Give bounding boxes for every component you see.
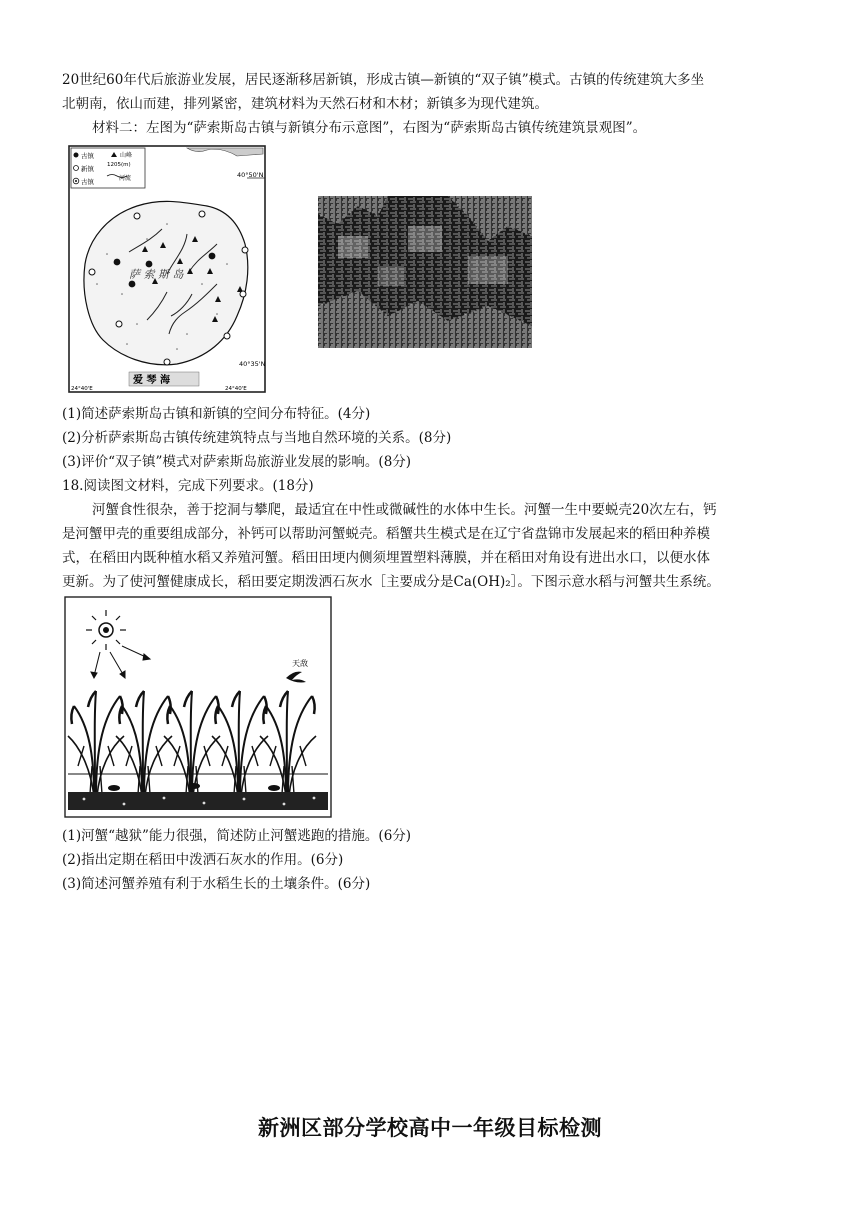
sun-icon <box>86 610 126 650</box>
legend-town: 古镇 <box>81 178 94 186</box>
legend-new-town: 新镇 <box>81 165 94 173</box>
legend-old-town: 古镇 <box>81 152 94 160</box>
legend-mountain: 山峰 <box>120 152 133 159</box>
q18-material-line-2: 是河蟹甲壳的重要组成部分，补钙可以帮助河蟹蜕壳。稻蟹共生模式是在辽宁省盘锦市发展起来的稻田种养模 <box>62 526 710 542</box>
new-town-marker <box>134 213 140 219</box>
q18-part-2: (2)指出定期在稻田中泼洒石灰水的作用。(6分) <box>62 852 344 868</box>
old-town-marker <box>129 281 136 288</box>
q18-material-line-3: 式，在稻田内既种植水稻又养殖河蟹。稻田田埂内侧须埋置塑料薄膜，并在稻田对角设有进出水口，以便水体 <box>62 550 710 566</box>
new-town-marker <box>164 359 170 365</box>
q18-material-line-4: 更新。为了使河蟹健康成长，稻田要定期泼洒石灰水［主要成分是Ca(OH)₂］。下图示意水稻与河蟹共生系统。 <box>62 574 720 590</box>
new-town-marker <box>199 211 205 217</box>
paragraph-line-2: 北朝南，依山而建，排列紧密，建筑材料为天然石材和木材；新镇多为现代建筑。 <box>62 96 548 112</box>
new-town-marker <box>224 333 230 339</box>
natural-enemy-label: 天敌 <box>292 659 308 668</box>
q18-part-1: (1)河蟹“越狱”能力很强，简述防止河蟹逃跑的措施。(6分) <box>62 828 412 844</box>
old-town-marker <box>209 253 216 260</box>
q18-part-3: (3)简述河蟹养殖有利于水稻生长的土壤条件。(6分) <box>62 876 371 892</box>
island-label: 萨 索 斯 岛 <box>129 268 184 281</box>
sasos-island-map <box>67 144 267 394</box>
new-town-marker <box>242 247 248 253</box>
latitude-top: 40°50'N <box>237 171 264 179</box>
old-town-legend-icon <box>74 153 79 158</box>
legend-elevation: 1205(m) <box>107 162 131 168</box>
q17-part-1: (1)简述萨索斯岛古镇和新镇的空间分布特征。(4分) <box>62 406 371 422</box>
paragraph-line-1: 20世纪60年代后旅游业发展，居民逐渐移居新镇，形成古镇—新镇的“双子镇”模式。古镇的传统建筑大多坐 <box>62 72 705 88</box>
new-town-legend-icon <box>74 166 79 171</box>
new-town-marker <box>89 269 95 275</box>
new-town-marker <box>116 321 122 327</box>
exam-title: 新洲区部分学校高中一年级目标检测 <box>258 1116 602 1140</box>
traditional-building-photo <box>318 196 532 348</box>
q18-material-line-1: 河蟹食性很杂，善于挖洞与攀爬，最适宜在中性或微碱性的水体中生长。河蟹一生中要蜕壳20次左右，钙 <box>92 502 717 518</box>
town-legend-icon <box>75 180 77 182</box>
old-town-marker <box>146 261 153 268</box>
old-town-marker <box>114 259 121 266</box>
legend-river: 河流 <box>119 175 132 182</box>
new-town-marker <box>240 291 246 297</box>
longitude-left: 24°40'E <box>71 386 93 392</box>
q17-part-2: (2)分析萨索斯岛古镇传统建筑特点与当地自然环境的关系。(8分) <box>62 430 452 446</box>
rice-crab-system-figure <box>64 596 332 818</box>
q18-title: 18.阅读图文材料，完成下列要求。(18分) <box>62 478 314 494</box>
material-two-caption: 材料二：左图为“萨索斯岛古镇与新镇分布示意图”，右图为“萨索斯岛古镇传统建筑景观图”。 <box>92 120 647 136</box>
paddy-soil <box>68 792 328 810</box>
q17-part-3: (3)评价“双子镇”模式对萨索斯岛旅游业发展的影响。(8分) <box>62 454 412 470</box>
sea-label: 爱 琴 海 <box>133 375 170 386</box>
latitude-bottom: 40°35'N <box>239 360 266 368</box>
longitude-right: 24°40'E <box>225 386 247 392</box>
